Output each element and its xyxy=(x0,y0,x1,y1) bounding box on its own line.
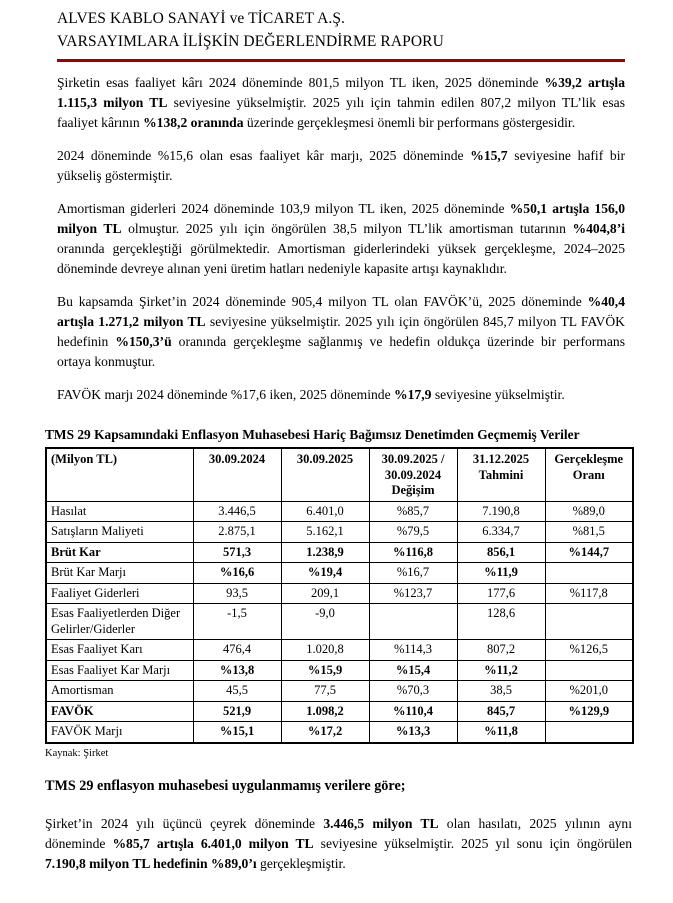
title-rule xyxy=(57,59,625,62)
body-paragraph-depreciation xyxy=(57,199,625,279)
value-cell: %13,3 xyxy=(369,722,457,743)
row-label-cell: FAVÖK Marjı xyxy=(46,722,193,743)
value-cell: %13,8 xyxy=(193,660,281,681)
text-run: seviyesine yükselmiştir. 2025 yılı için tahmin edilen 807,2 milyon TL’lik esas faaliyet kârının xyxy=(57,95,625,130)
value-cell: 807,2 xyxy=(457,640,545,661)
bold-text-run: %39,2 artışla 1.115,3 milyon TL xyxy=(57,75,625,110)
body-paragraph-operating-profit xyxy=(57,73,625,133)
text-run: Bu kapsamda Şirket’in 2024 döneminde 905,4 milyon TL olan FAVÖK’ü, 2025 döneminde xyxy=(57,294,588,309)
table-column-header: 30.09.2025 / 30.09.2024 Değişim xyxy=(369,448,457,501)
value-cell: 521,9 xyxy=(193,701,281,722)
footer-paragraph-revenue xyxy=(45,814,632,874)
value-cell: %17,2 xyxy=(281,722,369,743)
bold-text-run: %150,3’ü xyxy=(115,334,172,349)
bold-text-run: %85,7 artışla 6.401,0 milyon TL xyxy=(112,835,314,851)
value-cell: 856,1 xyxy=(457,542,545,563)
value-cell: %11,9 xyxy=(457,563,545,584)
value-cell xyxy=(545,604,633,640)
value-cell: 1.098,2 xyxy=(281,701,369,722)
bold-text-run: %404,8’i xyxy=(572,221,625,236)
row-label-cell: Amortisman xyxy=(46,681,193,702)
table-column-header: 30.09.2024 xyxy=(193,448,281,501)
report-header xyxy=(57,7,625,62)
value-cell: %15,9 xyxy=(281,660,369,681)
value-cell: %70,3 xyxy=(369,681,457,702)
row-label-cell: Satışların Maliyeti xyxy=(46,522,193,543)
value-cell: %16,6 xyxy=(193,563,281,584)
bold-text-run: %15,7 xyxy=(470,148,508,163)
value-cell: 1.020,8 xyxy=(281,640,369,661)
bold-text-run: 3.446,5 milyon TL xyxy=(323,815,439,831)
body-paragraph-ebitda-margin xyxy=(57,385,625,405)
value-cell: %129,9 xyxy=(545,701,633,722)
report-subtitle: VARSAYIMLARA İLİŞKİN DEĞERLENDİRME RAPORU xyxy=(57,33,444,50)
table-body xyxy=(46,501,633,743)
value-cell: 5.162,1 xyxy=(281,522,369,543)
row-label-cell: Esas Faaliyet Kar Marjı xyxy=(46,660,193,681)
bold-text-run: %17,9 xyxy=(394,387,432,402)
value-cell: %110,4 xyxy=(369,701,457,722)
bold-text-run: 7.190,8 milyon TL hedefinin %89,0’ı xyxy=(45,855,257,871)
assessment-text xyxy=(57,73,625,405)
row-label-cell: Esas Faaliyetlerden Diğer Gelirler/Giderler xyxy=(46,604,193,640)
text-run: gerçekleşmiştir. xyxy=(256,855,346,871)
value-cell: 77,5 xyxy=(281,681,369,702)
source-note: Kaynak: Şirket xyxy=(45,747,109,759)
value-cell: %79,5 xyxy=(369,522,457,543)
text-run: olan hasılatı, 2025 yılının aynı döneminde xyxy=(45,815,632,851)
value-cell: 2.875,1 xyxy=(193,522,281,543)
table-header-row xyxy=(46,448,633,501)
text-run: Amortisman giderleri 2024 döneminde 103,9 milyon TL iken, 2025 döneminde xyxy=(57,201,510,216)
row-label-cell: Hasılat xyxy=(46,501,193,522)
non-inflation-section xyxy=(45,776,632,874)
value-cell: 128,6 xyxy=(457,604,545,640)
value-cell: %16,7 xyxy=(369,563,457,584)
table-column-header: (Milyon TL) xyxy=(46,448,193,501)
row-label-cell: Faaliyet Giderleri xyxy=(46,583,193,604)
value-cell: 571,3 xyxy=(193,542,281,563)
table-column-header: 31.12.2025 Tahmini xyxy=(457,448,545,501)
table-row xyxy=(46,563,633,584)
value-cell: %85,7 xyxy=(369,501,457,522)
value-cell: %11,2 xyxy=(457,660,545,681)
value-cell xyxy=(545,722,633,743)
value-cell: 38,5 xyxy=(457,681,545,702)
value-cell: %114,3 xyxy=(369,640,457,661)
text-run: seviyesine hafif bir yükseliş göstermiştir. xyxy=(57,148,625,183)
value-cell: %11,8 xyxy=(457,722,545,743)
section-heading: TMS 29 enflasyon muhasebesi uygulanmamış verilere göre; xyxy=(45,777,406,794)
value-cell: 6.401,0 xyxy=(281,501,369,522)
financial-table-section xyxy=(45,426,632,761)
bold-text-run: %40,4 artışla 1.271,2 milyon TL xyxy=(57,294,625,329)
value-cell: -9,0 xyxy=(281,604,369,640)
value-cell: -1,5 xyxy=(193,604,281,640)
value-cell: %19,4 xyxy=(281,563,369,584)
row-label-cell: FAVÖK xyxy=(46,701,193,722)
value-cell: 177,6 xyxy=(457,583,545,604)
table-row xyxy=(46,583,633,604)
table-row xyxy=(46,701,633,722)
text-run: Şirket’in 2024 yılı üçüncü çeyrek döneminde xyxy=(45,815,324,831)
table-row xyxy=(46,542,633,563)
row-label-cell: Esas Faaliyet Karı xyxy=(46,640,193,661)
value-cell: %116,8 xyxy=(369,542,457,563)
text-run: olmuştur. 2025 yılı için öngörülen 38,5 milyon TL’lik amortisman tutarının xyxy=(121,221,573,236)
table-row xyxy=(46,604,633,640)
table-row xyxy=(46,501,633,522)
body-paragraph-operating-margin xyxy=(57,146,625,186)
value-cell: %126,5 xyxy=(545,640,633,661)
text-run: 2024 döneminde %15,6 olan esas faaliyet kâr marjı, 2025 döneminde xyxy=(57,148,471,163)
value-cell: %117,8 xyxy=(545,583,633,604)
value-cell xyxy=(369,604,457,640)
bold-text-run: %50,1 artışla 156,0 milyon TL xyxy=(57,201,626,236)
document-body xyxy=(45,7,632,874)
value-cell: 6.334,7 xyxy=(457,522,545,543)
value-cell: 209,1 xyxy=(281,583,369,604)
row-label-cell: Brüt Kar xyxy=(46,542,193,563)
value-cell: 45,5 xyxy=(193,681,281,702)
table-row xyxy=(46,640,633,661)
text-run: oranında gerçekleştiği görülmektedir. Amortisman giderlerindeki yüksek gerçekleşme, 2024–2025 döneminde devreye alınan yeni üretim hatları nedeniyle kapasite artışı kaynaklıdır. xyxy=(57,241,625,276)
value-cell: %89,0 xyxy=(545,501,633,522)
table-column-header: Gerçekleşme Oranı xyxy=(545,448,633,501)
value-cell: %81,5 xyxy=(545,522,633,543)
table-column-header: 30.09.2025 xyxy=(281,448,369,501)
value-cell: %144,7 xyxy=(545,542,633,563)
report-title: ALVES KABLO SANAYİ ve TİCARET A.Ş. xyxy=(57,10,346,27)
body-paragraph-ebitda xyxy=(57,292,625,372)
text-run: seviyesine yükselmiştir. 2025 yılı için öngörülen 845,7 milyon TL FAVÖK hedefinin xyxy=(57,314,625,349)
value-cell: %201,0 xyxy=(545,681,633,702)
text-run: üzerinde gerçekleşmesi önemli bir performans göstergesidir. xyxy=(243,115,576,130)
value-cell: %123,7 xyxy=(369,583,457,604)
value-cell xyxy=(545,563,633,584)
value-cell: 845,7 xyxy=(457,701,545,722)
value-cell: 93,5 xyxy=(193,583,281,604)
value-cell: 3.446,5 xyxy=(193,501,281,522)
text-run: seviyesine yükselmiştir. xyxy=(431,387,565,402)
text-run: seviyesine yükselmiştir. 2025 yıl sonu için öngörülen xyxy=(313,835,632,851)
value-cell xyxy=(545,660,633,681)
table-row xyxy=(46,660,633,681)
table-title: TMS 29 Kapsamındaki Enflasyon Muhasebesi Hariç Bağımsız Denetimden Geçmemiş Veriler xyxy=(45,427,580,442)
financial-table xyxy=(45,447,634,744)
table-row xyxy=(46,681,633,702)
bold-text-run: %138,2 oranında xyxy=(143,115,244,130)
table-row xyxy=(46,722,633,743)
value-cell: %15,4 xyxy=(369,660,457,681)
text-run: Şirketin esas faaliyet kârı 2024 döneminde 801,5 milyon TL iken, 2025 döneminde xyxy=(57,75,545,90)
text-run: oranında gerçekleşme sağlanmış ve hedefin oldukça üzerinde bir performans ortaya konmuştur. xyxy=(57,334,626,369)
value-cell: 476,4 xyxy=(193,640,281,661)
value-cell: %15,1 xyxy=(193,722,281,743)
value-cell: 7.190,8 xyxy=(457,501,545,522)
text-run: FAVÖK marjı 2024 döneminde %17,6 iken, 2025 döneminde xyxy=(57,387,395,402)
row-label-cell: Brüt Kar Marjı xyxy=(46,563,193,584)
table-row xyxy=(46,522,633,543)
value-cell: 1.238,9 xyxy=(281,542,369,563)
